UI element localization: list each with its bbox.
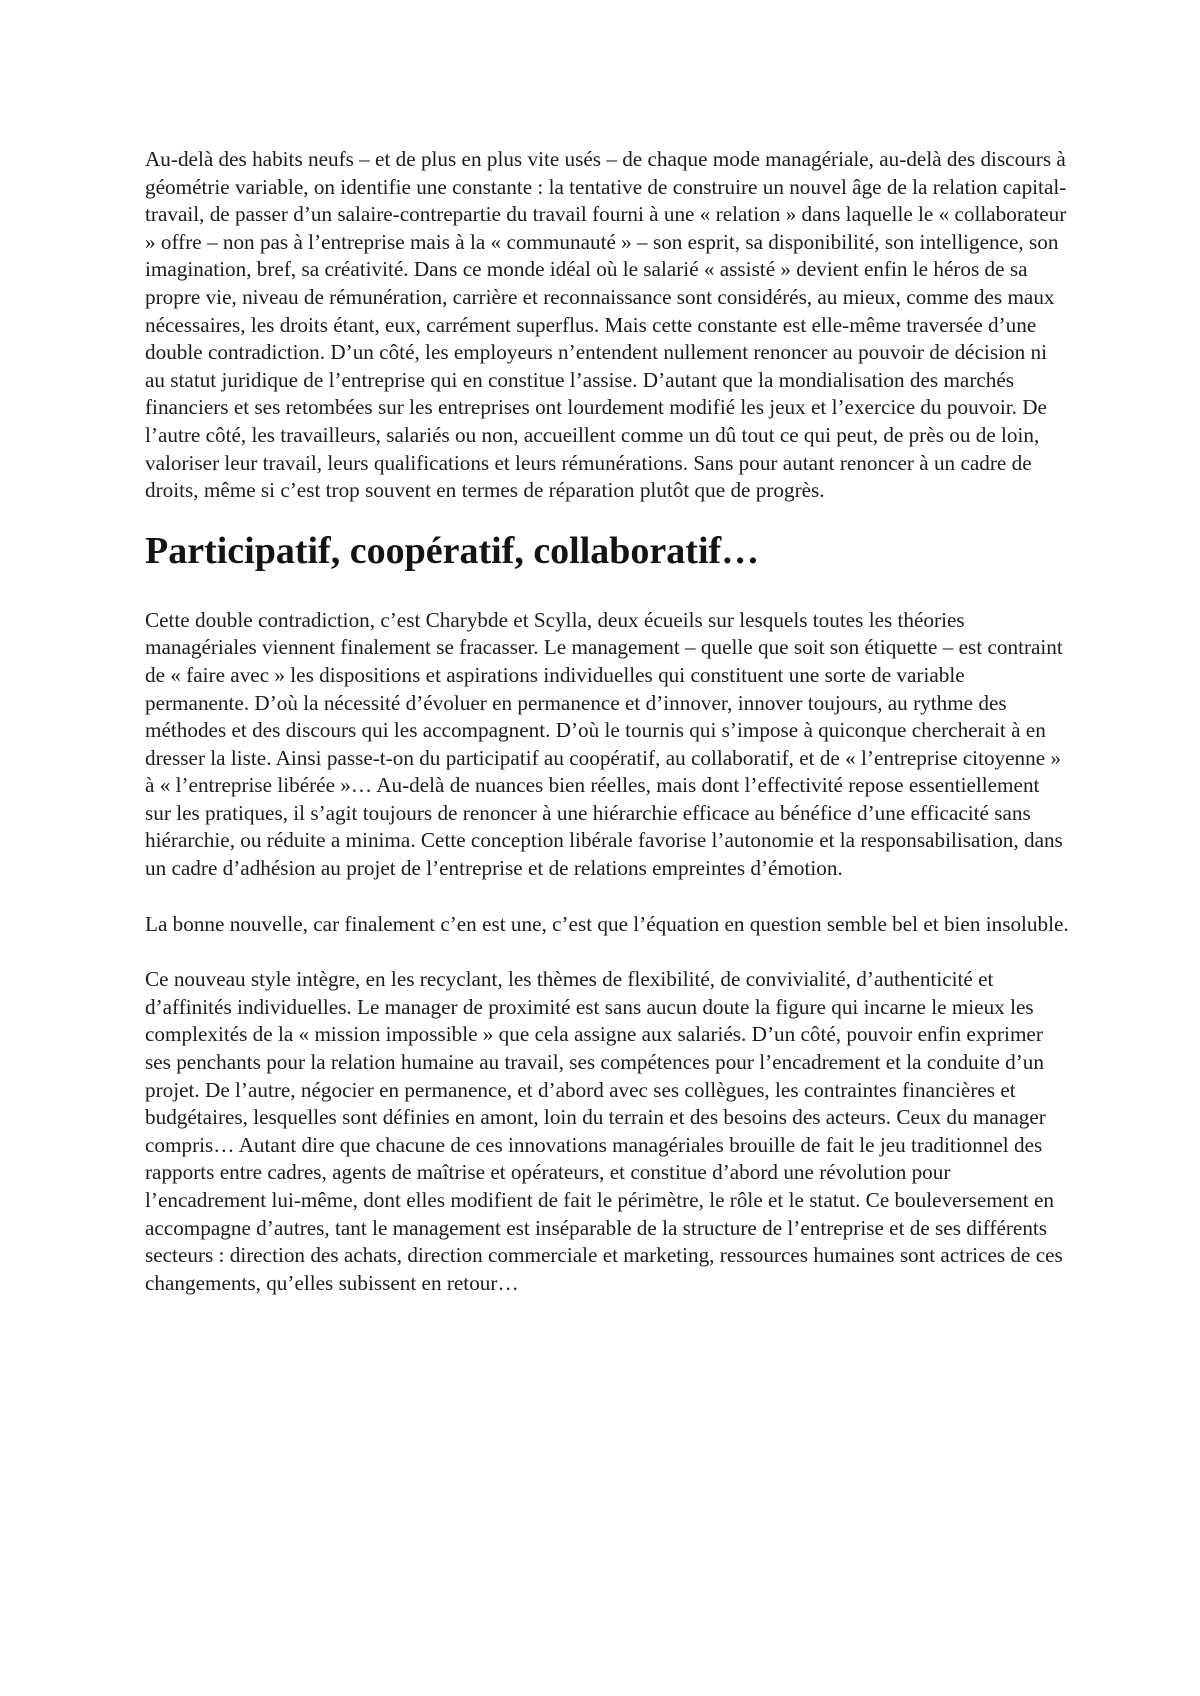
paragraph-spacer	[145, 938, 1070, 966]
paragraph-3: La bonne nouvelle, car finalement c’en est une, c’est que l’équation en question semble bel et bien insoluble.	[145, 911, 1069, 936]
paragraph-2: Cette double contradiction, c’est Charybde et Scylla, deux écueils sur lesquels toutes les théories managériales viennent finalement se fracasser. Le management – quelle que soit son étiquette – est contraint de « faire avec » les dispositions et aspirations individuelles qui constituent une sorte de variable permanente. D’où la nécessité d’évoluer en permanence et d’innover, innover toujours, au rythme des méthodes et des discours qui les accompagnent. D’où le tournis qui s’impose à quiconque chercherait à en dresser la liste. Ainsi passe-t-on du participatif au coopératif, au collaboratif, et de « l’entreprise citoyenne » à « l’entreprise libérée »… Au-delà de nuances bien réelles, mais dont l’effectivité repose essentiellement sur les pratiques, il s’agit toujours de renoncer à une hiérarchie efficace au bénéfice d’une efficacité sans hiérarchie, ou réduite a minima. Cette conception libérale favorise l’autonomie et la responsabilisation, dans un cadre d’adhésion au projet de l’entreprise et de relations empreintes d’émotion.	[145, 607, 1063, 881]
intro-paragraph: Au-delà des habits neufs – et de plus en plus vite usés – de chaque mode managériale, au-delà des discours à géométrie variable, on identifie une constante : la tentative de construire un nouvel âge de la relation capital-travail, de passer d’un salaire-contrepartie du travail fourni à une « relation » dans laquelle le « collaborateur » offre – non pas à l’entreprise mais à la « communauté » – son esprit, sa disponibilité, son intelligence, son imagination, bref, sa créativité. Dans ce monde idéal où le salarié « assisté » devient enfin le héros de sa propre vie, niveau de rémunération, carrière et reconnaissance sont considérés, au mieux, comme des maux nécessaires, les droits étant, eux, carrément superflus. Mais cette constante est elle-même traversée d’une double contradiction. D’un côté, les employeurs n’entendent nullement renoncer au pouvoir de décision ni au statut juridique de l’entreprise qui en constitue l’assise. D’autant que la mondialisation des marchés financiers et ses retombées sur les entreprises ont lourdement modifié les jeux et l’exercice du pouvoir. De l’autre côté, les travailleurs, salariés ou non, accueillent comme un dû tout ce qui peut, de près ou de loin, valoriser leur travail, leurs qualifications et leurs rémunérations. Sans pour autant renoncer à un cadre de droits, même si c’est trop souvent en termes de réparation plutôt que de progrès.	[145, 147, 1067, 503]
paragraph-4: Ce nouveau style intègre, en les recyclant, les thèmes de flexibilité, de convivialité, d’authenticité et d’affinités individuelles. Le manager de proximité est sans aucun doute la figure qui incarne le mieux les complexités de la « mission impossible » que cela assigne aux salariés. D’un côté, pouvoir enfin exprimer ses penchants pour la relation humaine au travail, ses compétences pour l’encadrement et la conduite d’un projet. De l’autre, négocier en permanence, et d’abord avec ses collègues, les contraintes financières et budgétaires, lesquelles sont définies en amont, loin du terrain et des besoins des acteurs. Ceux du manager compris… Autant dire que chacune de ces innovations managériales brouille de fait le jeu traditionnel des rapports entre cadres, agents de maîtrise et opérateurs, et constitue d’abord une révolution pour l’encadrement lui-même, dont elles modifient de fait le périmètre, le rôle et le statut. Ce bouleversement en accompagne d’autres, tant le management est inséparable de la structure de l’entreprise et de ses différents secteurs : direction des achats, direction commerciale et marketing, ressources humaines sont actrices de ces changements, qu’elles subissent en retour…	[145, 967, 1063, 1295]
article-body	[145, 146, 1070, 1297]
paragraph-spacer	[145, 883, 1070, 911]
section-heading: Participatif, coopératif, collaboratif…	[145, 529, 760, 572]
